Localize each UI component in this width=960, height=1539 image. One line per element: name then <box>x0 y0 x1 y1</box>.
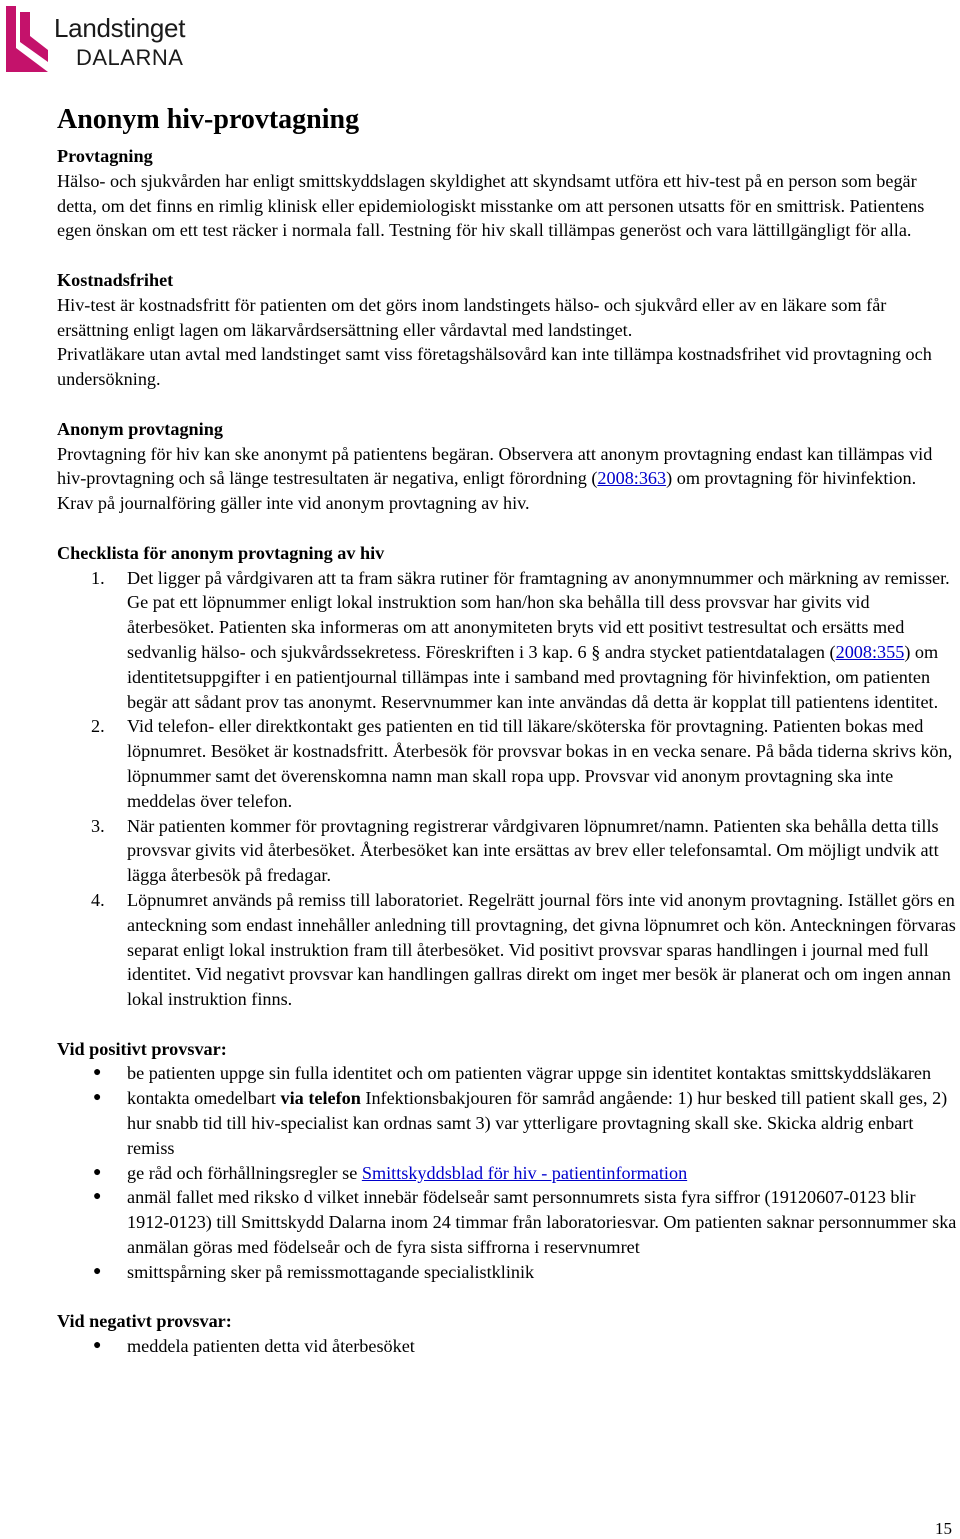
bullet-icon: ● <box>93 1338 102 1354</box>
landstinget-logo-mark <box>6 6 50 72</box>
bullet-icon: ● <box>93 1065 102 1081</box>
paragraph-kostnadsfrihet-1: Hiv-test är kostnadsfritt för patienten om det görs inom landstingets hälso- och sjukvård eller av en läkare som får ersättning enligt lagen om läkarvårdsersättning eller vårdavtal med landstinget. <box>57 294 887 340</box>
list-number: 2. <box>91 716 105 737</box>
checklist <box>57 566 957 1012</box>
negative-result-list <box>57 1334 957 1359</box>
heading-negativt-provsvar: Vid negativt provsvar: <box>57 1311 232 1332</box>
logo-sub: DALARNA <box>76 45 184 70</box>
paragraph-kostnadsfrihet-2: Privatläkare utan avtal med landstinget samt viss företagshälsovård kan inte tillämpa kostnadsfrihet vid provtagning och undersökning. <box>57 344 932 390</box>
list-item: 2. Vid telefon- eller direktkontakt ges patienten en tid till läkare/sköterska för provtagning. Patienten bokas med löpnumret. Besöket är kostnadsfritt. Återbesök för provsvar bokas in en vecka senare. På båda tiderna skrivs kön, löpnummer samt det överenskomna namn man skall ropa upp. Provsvar vid anonym provtagning ska inte meddelas över telefon. <box>91 716 953 811</box>
link-2008-355[interactable]: 2008:355 <box>835 641 905 662</box>
bullet-icon: ● <box>93 1090 102 1106</box>
logo-name: Landstinget <box>54 13 186 43</box>
paragraph-provtagning: Hälso- och sjukvården har enligt smittskyddslagen skyldighet att skyndsamt utföra ett hiv-test på en person som begär detta, om det finns en rimlig klinisk eller epidemiologiskt misstanke om att personen utsatts för en smittrisk. Patientens egen önskan om ett test räcker i normala fall. Testning för hiv skall tillämpas generöst och vara lättillgängligt för alla. <box>57 170 925 241</box>
heading-provtagning: Provtagning <box>57 146 153 166</box>
link-smittskyddsblad[interactable]: Smittskyddsblad för hiv - patientinformation <box>361 1162 688 1183</box>
list-item: ● ge råd och förhållningsregler se Smittskyddsblad för hiv - patientinformation <box>57 1161 957 1186</box>
list-item: 1. Det ligger på vårdgivaren att ta fram säkra rutiner för framtagning av anonymnummer och märkning av remisser. Ge pat ett löpnummer enligt lokal instruktion som han/hon ska behålla till dess provsvar har givits vid återbesöket. Patienten ska informeras om att anonymiteten bryts vid ett positivt testresultat och ersätts med sedvanlig hälso- och sjukvårdssekretess. Föreskriften i 3 kap. 6 § andra stycket patientdatalagen (2008:355) om identitetsuppgifter i en patientjournal tillämpas inte i samband med provtagning för hivinfektion, om patienten begär att sådant prov tas anonymt. Reservnummer kan inte användas då detta är kopplat till patientens identitet. <box>91 567 950 712</box>
link-2008-363[interactable]: 2008:363 <box>597 468 667 489</box>
list-item: ● meddela patienten detta vid återbesöket <box>57 1334 957 1359</box>
bullet-icon: ● <box>93 1263 102 1279</box>
heading-anonym-provtagning: Anonym provtagning <box>57 418 223 439</box>
paragraph-anonym-provtagning: Provtagning för hiv kan ske anonymt på patientens begäran. Observera att anonym provtagning endast kan tillämpas vid hiv-provtagning och så länge testresultaten är negativa, enligt förordning (2008:363) om provtagning för hivinfektion. Krav på journalföring gäller inte vid anonym provtagning av hiv. <box>57 443 933 514</box>
list-item: ● smittspårning sker på remissmottagande specialistklinik <box>57 1260 957 1285</box>
page-number: 15 <box>935 1519 952 1538</box>
list-number: 3. <box>91 815 105 836</box>
bullet-icon: ● <box>93 1164 102 1180</box>
list-item: 4. Löpnumret används på remiss till laboratoriet. Regelrätt journal förs inte vid anonym provtagning. Istället görs en anteckning som endast innehåller anledning till provtagning, det givna löpnumret och kön. Anteckningen förvaras separat enligt lokal instruktion fram till återbesöket. Vid positivt provsvar sparas handlingen i journal med full identitet. Vid negativt provsvar kan handlingen gallras direkt om inget mer besök är planerat och om ingen annan lokal instruktion finns. <box>91 889 956 1010</box>
document-body <box>57 102 957 1359</box>
heading-kostnadsfrihet: Kostnadsfrihet <box>57 269 174 290</box>
bullet-icon: ● <box>93 1189 102 1205</box>
positive-result-list <box>57 1061 957 1284</box>
list-item: ● kontakta omedelbart via telefon Infektionsbakjouren för samråd angående: 1) hur besked till patient skall ges, 2) hur snabb tid till hiv-specialist kan ordnas samt 3) var ytterligare provtagning skall ske. Skicka aldrig enbart remiss <box>93 1088 948 1158</box>
list-item: ● be patienten uppge sin fulla identitet och om patienten vägrar uppge sin identitet kontaktas smittskyddsläkaren <box>57 1061 957 1086</box>
heading-positivt-provsvar: Vid positivt provsvar: <box>57 1038 227 1059</box>
list-item: ● anmäl fallet med riksko d vilket innebär födelseår samt personnumrets sista fyra siffror (19120607-0123 blir 1912-0123) till Smittskydd Dalarna inom 24 timmar från laboratoriesvar. Om patienten saknar personnummer ska anmälan göras med födelseår och de fyra sista siffrorna i reservnumret <box>93 1187 957 1258</box>
list-number: 4. <box>91 889 105 910</box>
list-number: 1. <box>91 567 105 588</box>
heading-checklista: Checklista för anonym provtagning av hiv <box>57 542 385 563</box>
page-title: Anonym hiv-provtagning <box>57 104 360 135</box>
list-item: 3. När patienten kommer för provtagning registrerar vårdgivaren löpnumret/namn. Patienten ska behålla detta tills provsvar givits vid återbesöket. Återbesöket kan inte ersättas av brev eller telefonsamtal. Om möjligt undvik att lägga återbesök på fredagar. <box>91 815 939 886</box>
